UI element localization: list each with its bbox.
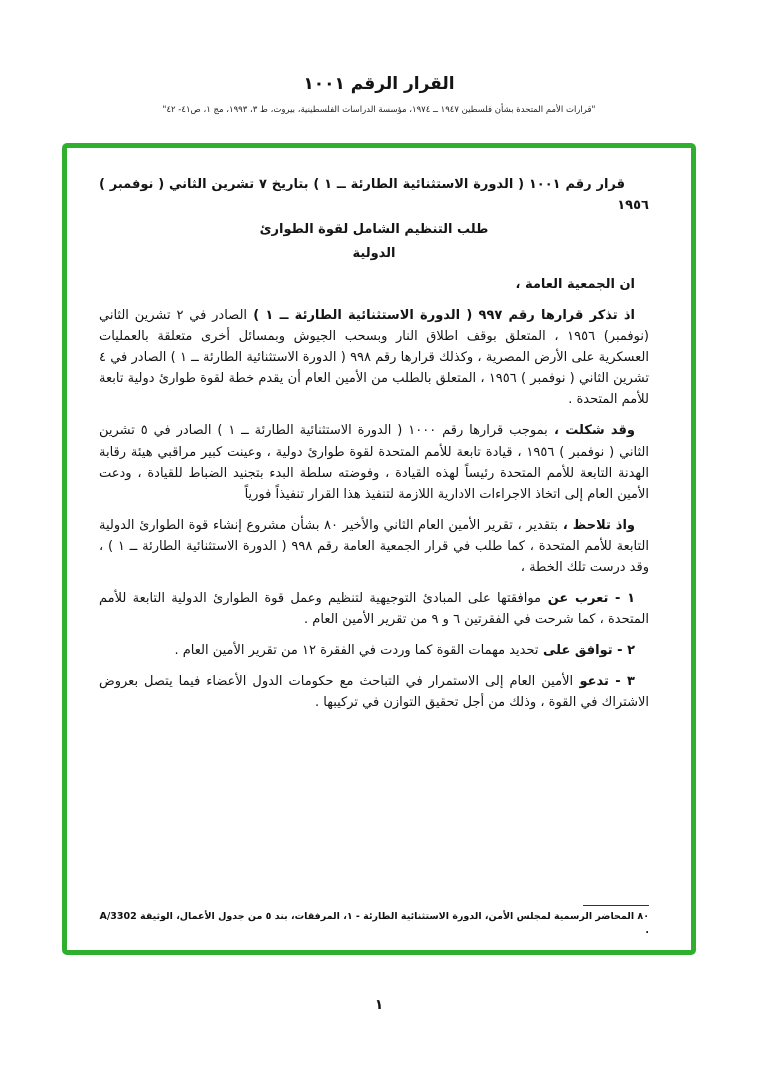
paragraph: اذ تذكر قرارها رقم ٩٩٧ ( الدورة الاستثنائية الطارئة ــ ١ ) الصادر في ٢ تشرين الثاني (نوفمبر) ١٩٥٦ ، المتعلق بوقف اطلاق النار وبسحب الجيوش وبمسائل أخرى متعلقة بالعمليات العسكرية على الأرض المصرية ، وكذلك قرارها رقم ٩٩٨ ( الدورة الاستثنائية الطارئة ــ ١ ) الصادر في ٤ تشرين الثاني ( نوفمبر ) ١٩٥٦ ، المتعلق بالطلب من الأمين العام أن يقدم خطة لقوة طوارئ دولية تابعة للأمم المتحدة . (99, 308, 650, 408)
paragraph: الدولية (352, 246, 396, 262)
paragraph: قرار رقم ١٠٠١ ( الدورة الاستثنائية الطارئة ــ ١ ) بتاريخ ٧ تشرين الثاني ( نوفمبر ) ١٩٥٦ (99, 177, 649, 214)
footnote: ٨٠ المحاضر الرسمية لمجلس الأمن، الدورة الاستثنائية الطارئة - ١، المرفقات، بند ٥ من جدول الأعمال، الوثيقة A/3302 . (99, 910, 649, 936)
paragraph-lead: ٢ - توافق على (538, 642, 635, 658)
page-number: ١ (374, 997, 384, 1013)
content-frame (62, 143, 696, 955)
paragraph: ان الجمعية العامة ، (515, 277, 635, 293)
page-title: القرار الرقم ١٠٠١ (303, 74, 455, 94)
paragraph: طلب التنظيم الشامل لقوة الطوارئ (259, 222, 489, 238)
paragraph-lead: اذ تذكر قرارها رقم ٩٩٧ ( الدورة الاستثنائية الطارئة ــ ١ ) (247, 308, 635, 324)
footnote-divider (583, 905, 649, 906)
paragraph: ٣ - تدعو الأمين العام إلى الاستمرار في التباحث مع حكومات الدول الأعضاء فيما يتصل بعروض الاشتراك في القوة ، وذلك من أجل تحقيق التوازن في تركيبها . (99, 673, 649, 710)
document-body (99, 174, 649, 713)
paragraph: ٢ - توافق على تحديد مهمات القوة كما وردت في الفقرة ١٢ من تقرير الأمين العام . (174, 642, 635, 658)
footnote-area (99, 895, 649, 939)
paragraph-lead: واذ تلاحظ ، (557, 517, 635, 533)
paragraph-lead: ٣ - تدعو (573, 673, 635, 689)
paragraph: وقد شكلت ، بموجب قرارها رقم ١٠٠٠ ( الدورة الاستثنائية الطارئة ــ ١ ) الصادر في ٥ تشرين الثاني ( نوفمبر ) ١٩٥٦ ، قيادة تابعة للأمم المتحدة لقوة طوارئ دولية ، وعينت كبير مراقبي هيئة رقابة الهدنة التابعة للأمم المتحدة رئيساً لهذه القيادة ، وفوضته سلطة البدء بتجنيد الضباط للقيادة ، ودعت الأمين العام إلى اتخاذ الاجراءات الادارية اللازمة لتنفيذ هذا القرار تنفيذاً فورياً (99, 423, 649, 502)
paragraph: واذ تلاحظ ، بتقدير ، تقرير الأمين العام الثاني والأخير ٨٠ بشأن مشروع إنشاء قوة الطوارئ الدولية التابعة للأمم المتحدة ، كما طلب في قرار الجمعية العامة رقم ٩٩٨ ( الدورة الاستثنائية الطارئة ــ ١ ) ، وقد درست تلك الخطة ، (99, 517, 649, 575)
source-citation: "قرارات الأمم المتحدة بشأن فلسطين ١٩٤٧ ــ ١٩٧٤، مؤسسة الدراسات الفلسطينية، بيروت، ط ٣، ١٩٩٣، مج ١، ص٤١- ٤٢" (162, 105, 596, 115)
paragraph-lead: وقد شكلت ، (547, 423, 636, 439)
paragraph: ١ - تعرب عن موافقتها على المبادئ التوجيهية لتنظيم وعمل قوة الطوارئ الدولية التابعة للأمم المتحدة ، كما شرحت في الفقرتين ٦ و ٩ من تقرير الأمين العام . (99, 590, 649, 627)
paragraph-lead: ١ - تعرب عن (541, 590, 636, 606)
